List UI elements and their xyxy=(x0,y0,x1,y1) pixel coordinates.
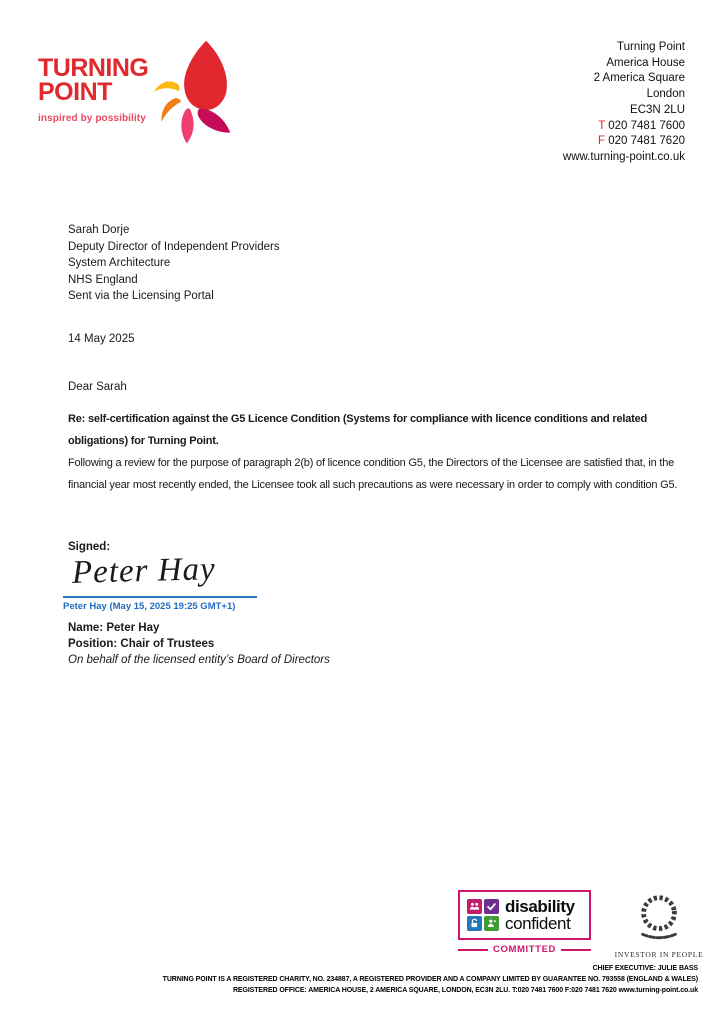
tel-prefix: T xyxy=(598,119,606,132)
signed-label: Signed: xyxy=(68,541,111,553)
address-line: Turning Point xyxy=(617,41,685,53)
dc-committed-row xyxy=(458,944,591,955)
disability-confident-icons xyxy=(467,899,499,931)
recipient-block xyxy=(68,222,280,305)
fax-line xyxy=(563,134,685,150)
address-line: London xyxy=(646,88,685,101)
address-line: America House xyxy=(606,56,685,69)
flower-logo-icon xyxy=(148,38,240,153)
recipient-dept: System Architecture xyxy=(68,257,171,270)
body-paragraph: Following a review for the purpose of paragraph 2(b) of licence condition G5, the Directors of the Licensee are satisfied that, in the financial year most recently ended, the Licensee took all such precautions as were necessary in order to comply with condition G5. xyxy=(68,457,678,492)
address-line: 2 America Square xyxy=(593,72,685,85)
website: www.turning-point.co.uk xyxy=(562,150,685,163)
letter-date: 14 May 2025 xyxy=(68,333,135,345)
person-icon xyxy=(484,916,499,931)
people-icon xyxy=(467,899,482,914)
investor-in-people-badge xyxy=(606,891,712,959)
tel-number: 020 7481 7600 xyxy=(608,119,685,132)
check-icon xyxy=(484,899,499,914)
dc-committed-label: COMMITTED xyxy=(493,944,556,955)
dc-word-disability: disability xyxy=(505,897,575,916)
fax-number: 020 7481 7620 xyxy=(608,135,685,148)
logo-word-turning: TURNING xyxy=(38,54,149,82)
dc-word-confident: confident xyxy=(505,914,571,933)
subject-line: Re: self-certification against the G5 Licence Condition (Systems for compliance with licence conditions and related obligations) for Turning Point. xyxy=(68,413,648,447)
logo-word-point: POINT xyxy=(38,78,112,106)
laurel-wreath-icon xyxy=(630,891,688,943)
logo-tagline: inspired by possibility xyxy=(38,113,146,124)
letterhead-address xyxy=(563,40,685,166)
footer-chief-executive: CHIEF EXECUTIVE: JULIE BASS xyxy=(592,965,698,972)
delivery-method: Sent via the Licensing Portal xyxy=(68,290,214,303)
signatory-behalf: On behalf of the licensed entity’s Board of Directors xyxy=(68,654,330,666)
signature-underline xyxy=(63,596,257,598)
footer-legal xyxy=(38,963,698,996)
phone-line xyxy=(563,119,685,135)
footer-registered-office: REGISTERED OFFICE: AMERICA HOUSE, 2 AMERICA SQUARE, LONDON, EC3N 2LU. T:020 7481 7600 F:020 7481 7620 www.turning-point.co.uk xyxy=(232,987,698,994)
disability-confident-box xyxy=(458,890,591,940)
signatory-position: Position: Chair of Trustees xyxy=(68,638,215,650)
recipient-name: Sarah Dorje xyxy=(68,224,130,236)
turning-point-logo xyxy=(38,56,148,131)
investor-in-people-label: INVESTOR IN PEOPLE xyxy=(614,950,704,959)
salutation: Dear Sarah xyxy=(68,381,127,393)
handwritten-signature: Peter Hay xyxy=(71,551,217,591)
disability-confident-badge xyxy=(458,890,591,955)
recipient-org: NHS England xyxy=(68,273,138,286)
dc-committed-line-right xyxy=(561,949,591,951)
fax-prefix: F xyxy=(598,135,606,148)
signatory-name: Name: Peter Hay xyxy=(68,622,160,634)
signatory-block xyxy=(68,620,330,668)
dc-committed-line-left xyxy=(458,949,488,951)
recipient-title: Deputy Director of Independent Providers xyxy=(68,240,280,253)
footer-charity-registration: TURNING POINT IS A REGISTERED CHARITY, NO. 234887, A REGISTERED PROVIDER AND A COMPANY LIMITED BY GUARANTEE NO. 793558 (ENGLAND & WALES) xyxy=(162,976,698,983)
padlock-icon xyxy=(467,916,482,931)
disability-confident-wordmark xyxy=(505,898,575,932)
signature-timestamp: Peter Hay (May 15, 2025 19:25 GMT+1) xyxy=(63,601,236,612)
address-line: EC3N 2LU xyxy=(630,103,685,116)
